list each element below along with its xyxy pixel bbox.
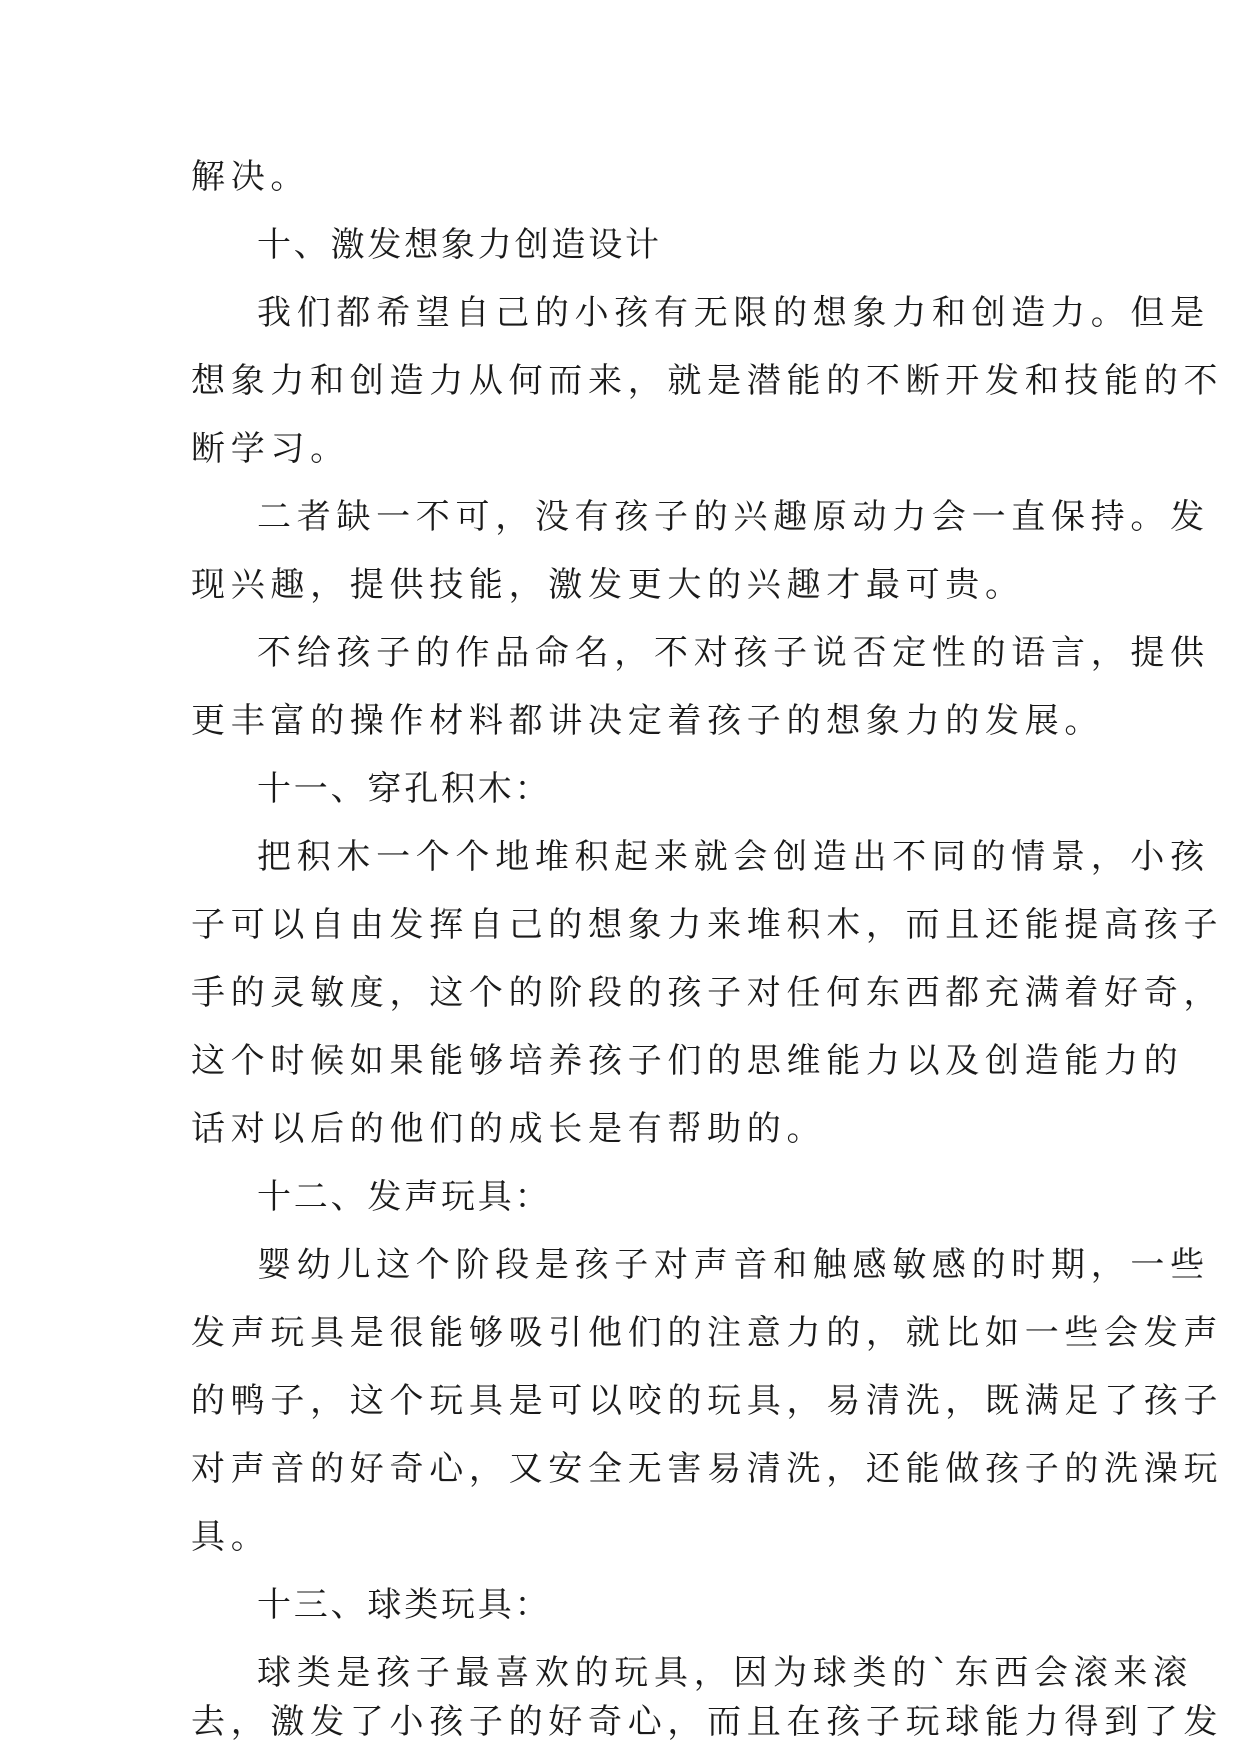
section-heading-10: 十、激发想象力创造设计 bbox=[257, 225, 662, 265]
paragraph-line: 球类是孩子最喜欢的玩具，因为球类的`东西会滚来滚 bbox=[257, 1653, 1193, 1693]
paragraph-line: 发声玩具是很能够吸引他们的注意力的，就比如一些会发声 bbox=[191, 1313, 1224, 1353]
paragraph-line: 这个时候如果能够培养孩子们的思维能力以及创造能力的 bbox=[191, 1041, 1184, 1081]
paragraph-line: 婴幼儿这个阶段是孩子对声音和触感敏感的时期，一些 bbox=[257, 1245, 1210, 1285]
paragraph-line: 的鸭子，这个玩具是可以咬的玩具，易清洗，既满足了孩子 bbox=[191, 1381, 1224, 1421]
paragraph-line: 具。 bbox=[191, 1517, 271, 1557]
paragraph-line: 手的灵敏度，这个的阶段的孩子对任何东西都充满着好奇， bbox=[191, 973, 1224, 1013]
paragraph-line: 更丰富的操作材料都讲决定着孩子的想象力的发展。 bbox=[191, 701, 1105, 741]
section-heading-11: 十一、穿孔积木： bbox=[257, 769, 552, 809]
paragraph-line: 话对以后的他们的成长是有帮助的。 bbox=[191, 1109, 827, 1149]
paragraph-line: 子可以自由发挥自己的想象力来堆积木，而且还能提高孩子 bbox=[191, 905, 1224, 945]
paragraph-line: 断学习。 bbox=[191, 429, 350, 469]
paragraph-line: 想象力和创造力从何而来，就是潜能的不断开发和技能的不 bbox=[191, 361, 1224, 401]
section-heading-12: 十二、发声玩具： bbox=[257, 1177, 552, 1217]
paragraph-line: 二者缺一不可，没有孩子的兴趣原动力会一直保持。发 bbox=[257, 497, 1210, 537]
paragraph-line: 现兴趣，提供技能，激发更大的兴趣才最可贵。 bbox=[191, 565, 1025, 605]
paragraph-line: 我们都希望自己的小孩有无限的想象力和创造力。但是 bbox=[257, 293, 1210, 333]
paragraph-line: 不给孩子的作品命名，不对孩子说否定性的语言，提供 bbox=[257, 633, 1210, 673]
section-heading-13: 十三、球类玩具： bbox=[257, 1585, 552, 1625]
paragraph-line: 对声音的好奇心，又安全无害易清洗，还能做孩子的洗澡玩 bbox=[191, 1449, 1224, 1489]
text-line-continuation: 解决。 bbox=[191, 157, 311, 197]
paragraph-line: 去，激发了小孩子的好奇心，而且在孩子玩球能力得到了发 bbox=[191, 1702, 1224, 1742]
paragraph-line: 把积木一个个地堆积起来就会创造出不同的情景，小孩 bbox=[257, 837, 1210, 877]
